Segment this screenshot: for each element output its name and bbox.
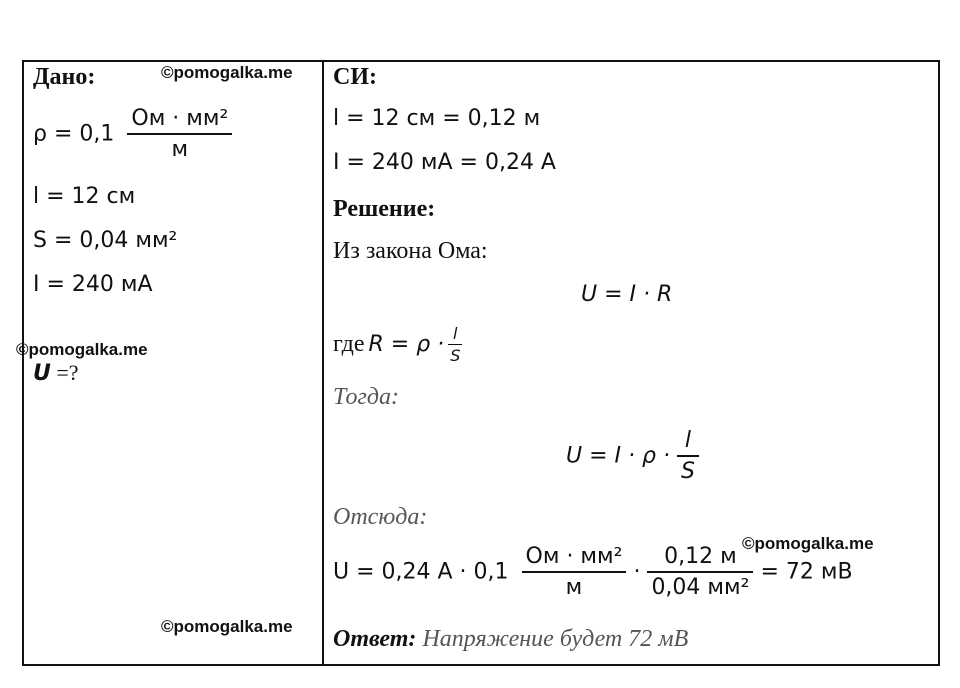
hence-text: Отсюда: <box>333 504 428 530</box>
calc-fraction-2 <box>647 544 753 600</box>
answer-text: Напряжение будет 72 мВ <box>422 626 689 652</box>
calc-num-2: 0,12 м <box>647 544 753 573</box>
si-l: l = 12 см = 0,12 м <box>333 106 541 131</box>
given-find-var: U <box>33 361 51 386</box>
column-divider <box>322 60 324 666</box>
given-rho-den: м <box>171 137 189 162</box>
calc-result: = 72 мВ <box>760 559 853 585</box>
given-rho-fraction <box>127 106 232 162</box>
u-formula: U = I · ρ · <box>566 443 670 469</box>
solution-heading: Решение: <box>333 196 436 222</box>
then-text: Тогда: <box>333 384 399 410</box>
u-formula-line <box>566 428 699 484</box>
where-text: где <box>333 331 365 357</box>
answer-label: Ответ: <box>333 626 417 652</box>
where-formula: R = ρ · <box>368 332 445 357</box>
where-fraction <box>448 324 462 365</box>
watermark-bottom: ©pomogalka.me <box>161 617 293 636</box>
u-den: S <box>680 459 695 484</box>
watermark-left: ©pomogalka.me <box>16 340 148 359</box>
given-rho-num: Ом · мм² <box>127 106 232 135</box>
given-rho <box>33 106 232 162</box>
given-l: l = 12 см <box>33 184 136 209</box>
calc-den-1: м <box>565 575 583 600</box>
given-find <box>33 360 79 386</box>
calc-num-1: Ом · мм² <box>522 544 627 573</box>
watermark-top: ©pomogalka.me <box>161 63 293 82</box>
given-s: S = 0,04 мм² <box>33 228 178 253</box>
si-heading: СИ: <box>333 64 377 90</box>
given-heading: Дано: <box>33 64 96 90</box>
ohm-law-text: Из закона Ома: <box>333 238 488 264</box>
si-i: I = 240 мА = 0,24 А <box>333 150 556 175</box>
given-i: I = 240 мА <box>33 272 153 297</box>
calc-den-2: 0,04 мм² <box>651 575 750 600</box>
ohm-formula: U = I · R <box>581 282 673 307</box>
given-find-rest: =? <box>50 360 79 385</box>
watermark-right: ©pomogalka.me <box>742 534 874 553</box>
u-num: l <box>677 428 699 457</box>
calc-dot: · <box>633 559 641 585</box>
calc-lhs: U = 0,24 A · 0,1 <box>333 559 509 585</box>
where-den: S <box>450 346 461 365</box>
u-fraction <box>677 428 699 484</box>
answer-line <box>333 626 688 653</box>
given-rho-lhs: ρ = 0,1 <box>33 121 115 147</box>
calc-fraction-1 <box>522 544 627 600</box>
where-line <box>333 324 462 365</box>
where-num: l <box>448 324 462 345</box>
